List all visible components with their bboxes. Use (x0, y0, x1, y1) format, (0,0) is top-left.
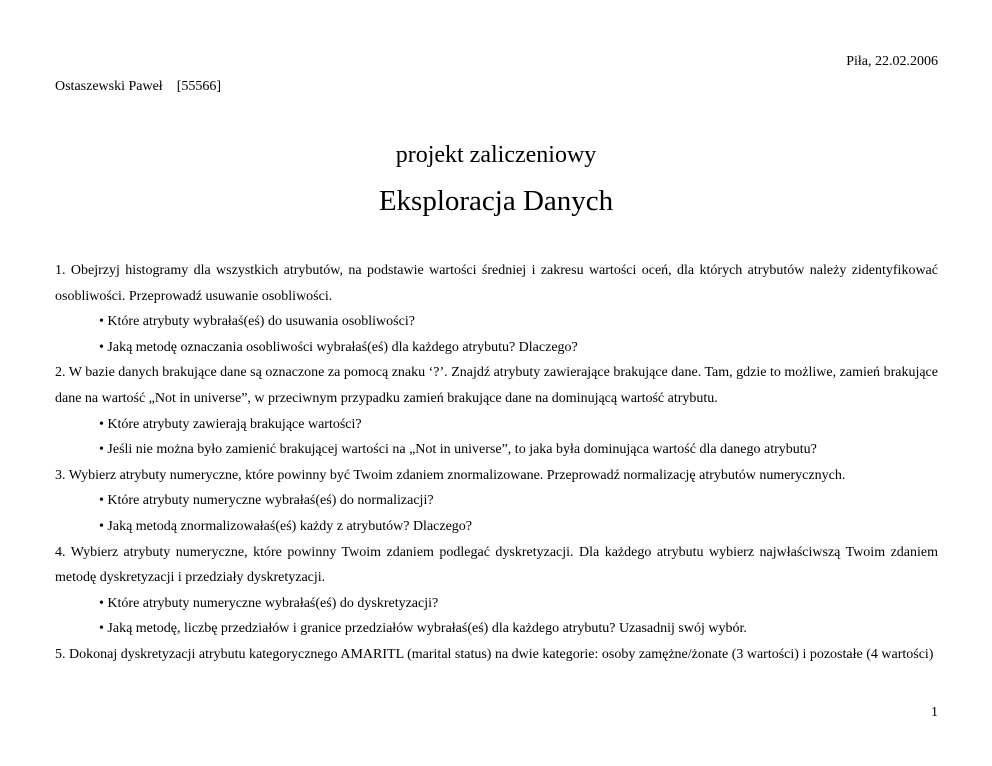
task-4-question-1: • Które atrybuty numeryczne wybrałaś(eś) do dyskretyzacji? (99, 595, 439, 611)
task-3-text: 3. Wybierz atrybuty numeryczne, które powinny być Twoim zdaniem znormalizowane. Przeprowadź normalizację atrybutów numerycznych. (55, 467, 846, 483)
task-1-question-2: • Jaką metodę oznaczania osobliwości wybrałaś(eś) dla każdego atrybutu? Dlaczego? (99, 339, 578, 355)
student-id: [55566] (176, 79, 222, 94)
task-4-question-2: • Jaką metodę, liczbę przedziałów i granice przedziałów wybrałaś(eś) dla każdego atrybutu? Uzasadnij swój wybór. (99, 621, 747, 637)
document-subtitle: projekt zaliczeniowy (395, 142, 597, 168)
task-2-question-1: • Które atrybuty zawierają brakujące wartości? (99, 416, 362, 432)
page-number: 1 (931, 705, 938, 720)
task-4-text: 4. Wybierz atrybuty numeryczne, które powinny Twoim zdaniem podlegać dyskretyzacji. Dla każdego atrybutu wybierz najwłaściwszą Twoim zdaniem metodę dyskretyzacji i przedziały dyskretyzacji. (55, 544, 938, 586)
task-1-text: 1. Obejrzyj histogramy dla wszystkich atrybutów, na podstawie wartości średniej i zakresu wartości oceń, dla których atrybutów należy zidentyfikować osobliwości. Przeprowadź usuwanie osobliwości. (55, 263, 938, 304)
task-5-text: 5. Dokonaj dyskretyzacji atrybutu kategorycznego AMARITL (marital status) na dwie kategorie: osoby zamężne/żonate (3 wartości) i pozostałe (4 wartości) (55, 646, 934, 662)
author-line (55, 79, 221, 95)
task-2-text: 2. W bazie danych brakujące dane są oznaczone za pomocą znaku ‘?’. Znajdź atrybuty zawierające brakujące dane. Tam, gdzie to możliwe, zamień brakujące dane na wartość „Not in universe”, w przeciwnym przypadku zamień brakujące dane na dominującą wartość atrybutu. (55, 365, 938, 406)
document-title: Eksploracja Danych (378, 185, 614, 217)
task-2-question-2: • Jeśli nie można było zamienić brakującej wartości na „Not in universe”, to jaka była dominująca wartość dla danego atrybutu? (99, 442, 817, 458)
place-date: Piła, 22.02.2006 (846, 54, 938, 69)
task-3-question-2: • Jaką metodą znormalizowałaś(eś) każdy z atrybutów? Dlaczego? (99, 518, 473, 534)
author-name: Ostaszewski Paweł (55, 79, 163, 94)
task-1-question-1: • Które atrybuty wybrałaś(eś) do usuwania osobliwości? (99, 314, 415, 330)
task-list (55, 258, 938, 668)
task-3-question-1: • Które atrybuty numeryczne wybrałaś(eś) do normalizacji? (99, 493, 434, 509)
